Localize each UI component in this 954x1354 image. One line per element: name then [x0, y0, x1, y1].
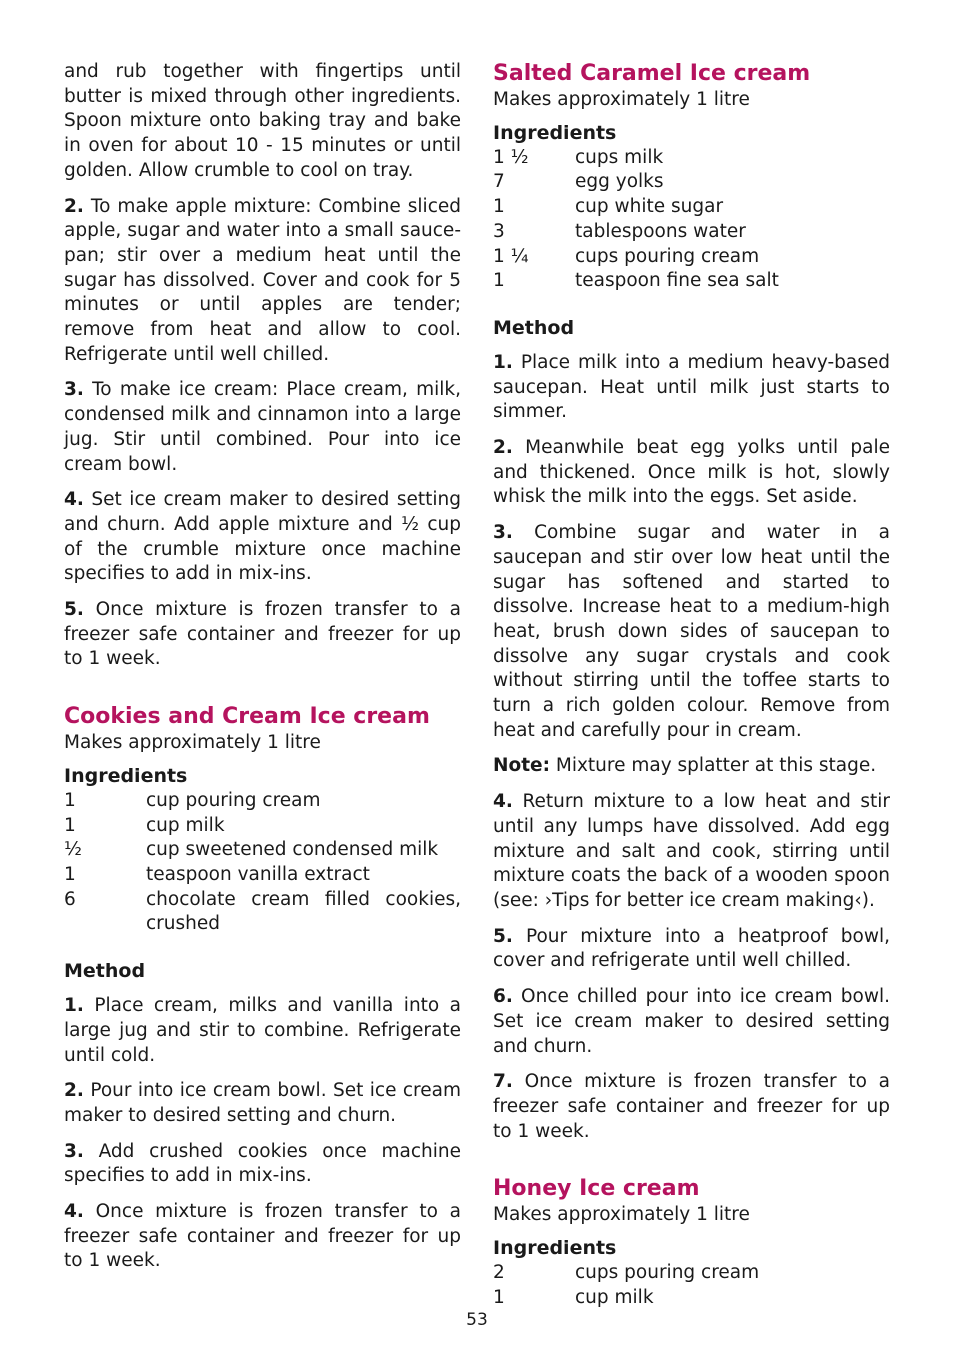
honey-yield: Makes approximately 1 litre — [493, 1204, 750, 1226]
method-step: 2. Meanwhile beat egg yolks until pale and thickened. Once milk is hot, slowly whisk the milk into the eggs. Set aside. — [493, 437, 890, 508]
ingredient-row: 1 ½ cups milk — [493, 146, 664, 168]
ingredient-row: 1 cup pouring cream — [64, 789, 321, 811]
caramel-ingredients-heading: Ingredients — [493, 121, 617, 144]
cookies-recipe-title: Cookies and Cream Ice cream — [64, 704, 430, 730]
right-column — [493, 60, 890, 1310]
method-step: 3. Add crushed cookies once machine specifies to add in mix-ins. — [64, 1140, 461, 1187]
caramel-method-heading: Method — [493, 316, 575, 339]
ingredient-row: ½ cup sweetened condensed milk — [64, 839, 439, 861]
cookies-ingredients-list — [64, 789, 461, 937]
caramel-recipe-title: Salted Caramel Ice cream — [493, 61, 811, 86]
method-step: 3. Combine sugar and water in a saucepan and stir over low heat until the sugar has softened and started to dissolve. Increase heat to a medium-high heat, brush down sides of saucepan to dissolve any sugar crystals and cook without stirring until the toffee starts to turn a rich golden colour. Remove from heat and carefully pour in cream. — [493, 522, 890, 741]
method-step: 2. Pour into ice cream bowl. Set ice cream maker to desired setting and churn. — [64, 1080, 461, 1126]
method-step: 7. Once mixture is frozen transfer to a freezer safe container and freezer for up to 1 week. — [493, 1071, 890, 1142]
ingredient-row: 1 ¼ cups pouring cream — [493, 245, 760, 267]
ingredient-row: 2 cups pouring cream — [493, 1262, 760, 1284]
intro-paragraph: and rub together with fingertips until butter is mixed through other ingredients. Spoon mixture onto baking tray and bake in oven for about 10 - 15 minutes or until golden. Allow crumble to cool on tray. — [64, 61, 461, 181]
cookies-yield: Makes approximately 1 litre — [64, 732, 321, 754]
ingredient-row: 1 teaspoon vanilla extract — [64, 863, 370, 885]
method-step: 4. Return mixture to a low heat and stir until any lumps have dissolved. Add egg mixture and salt and cook, stirring until mixture coats the back of a wooden spoon (see: ›Tips for better ice cream making‹). — [493, 791, 890, 911]
method-step: 1. Place milk into a medium heavy-based saucepan. Heat until milk just starts to simmer. — [493, 351, 890, 423]
cookies-ingredients-heading: Ingredients — [64, 764, 188, 787]
intro-step: 4. Set ice cream maker to desired setting and churn. Add apple mixture and ½ cup of the crumble mixture once machine specifies to add in mix-ins. — [64, 489, 461, 585]
caramel-yield: Makes approximately 1 litre — [493, 89, 750, 110]
honey-ingredients-heading: Ingredients — [493, 1237, 617, 1260]
honey-ingredients-list — [493, 1261, 890, 1310]
intro-step: 3. To make ice cream: Place cream, milk, condensed milk and cinnamon into a large jug. Stir until combined. Pour into ice cream bowl. — [64, 379, 461, 475]
intro-step: 5. Once mixture is frozen transfer to a freezer safe container and freezer for up to 1 week. — [64, 599, 461, 670]
ingredient-row: 1 cup milk — [493, 1286, 654, 1308]
method-step: 5. Pour mixture into a heatproof bowl, cover and refrigerate until well chilled. — [493, 925, 890, 972]
caramel-note: Note: Mixture may splatter at this stage. — [493, 755, 877, 777]
method-step: 6. Once chilled pour into ice cream bowl. Set ice cream maker to desired setting and churn. — [493, 986, 890, 1057]
intro-step: 2. To make apple mixture: Combine sliced apple, sugar and water into a small saucepan; stir over a medium heat until the sugar has dissolved. Cover and cook for 5 minutes or until apples are tender; remove from heat and allow to cool. Refrigerate until well chilled. — [64, 195, 461, 365]
cookies-method-heading: Method — [64, 960, 146, 983]
left-column — [64, 60, 461, 1285]
ingredient-row: 6 chocolate cream filled cookies, crushed — [64, 888, 461, 935]
ingredient-row: 7 egg yolks — [493, 171, 664, 193]
ingredient-row: 3 tablespoons water — [493, 220, 746, 242]
ingredient-row: 1 cup milk — [64, 814, 225, 836]
method-step: 4. Once mixture is frozen transfer to a freezer safe container and freezer for up to 1 week. — [64, 1201, 461, 1272]
method-step: 1. Place cream, milks and vanilla into a large jug and stir to combine. Refrigerate until cold. — [64, 995, 461, 1066]
ingredient-row: 1 teaspoon fine sea salt — [493, 270, 779, 292]
page-number: 53 — [466, 1310, 488, 1330]
caramel-ingredients-list — [493, 146, 890, 294]
ingredient-row: 1 cup white sugar — [493, 196, 724, 218]
honey-recipe-title: Honey Ice cream — [493, 1176, 700, 1202]
